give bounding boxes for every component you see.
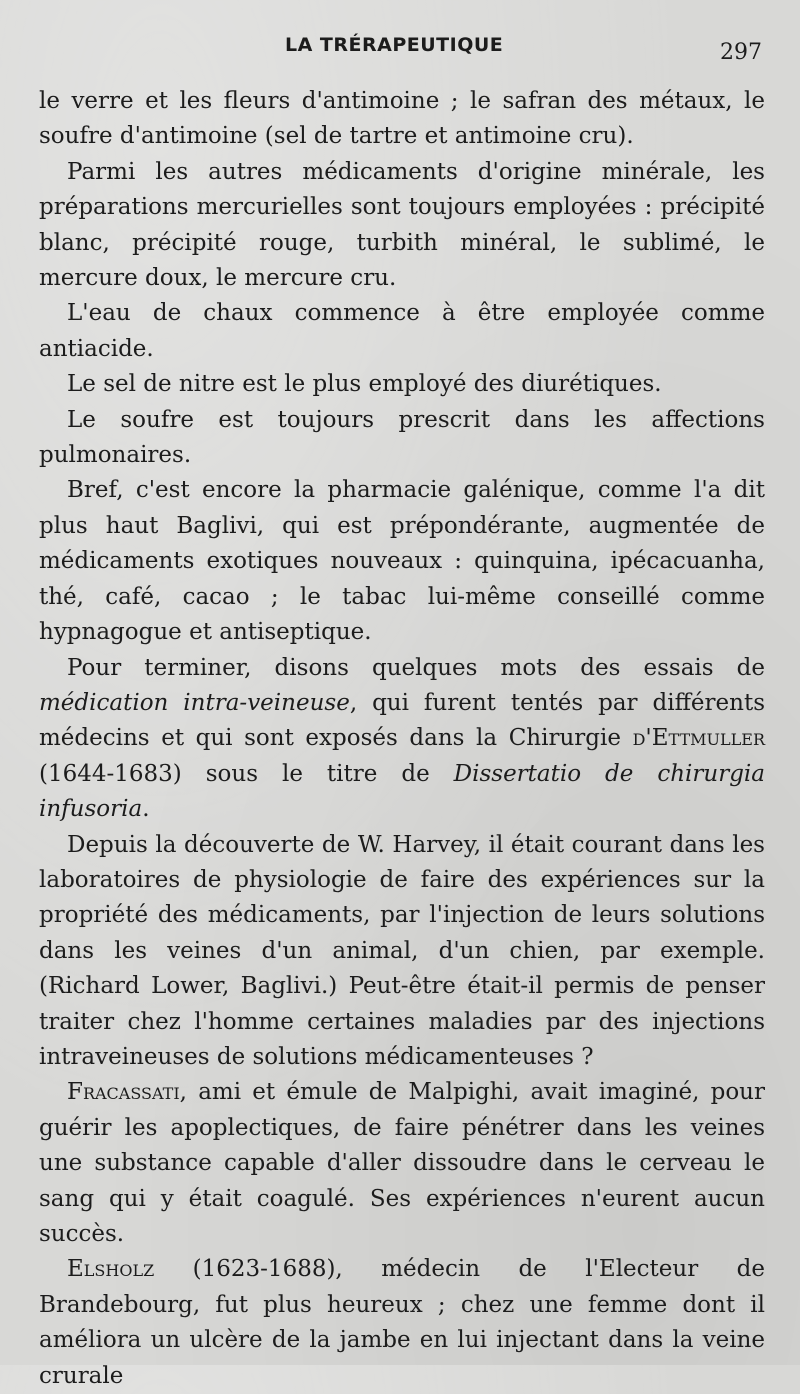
body-text: [39, 84, 765, 1394]
small-caps-name: Fracassati: [67, 1079, 180, 1106]
italic-text: Dissertatio de chirurgia infusoria: [39, 760, 766, 823]
paragraph: [39, 473, 765, 650]
text-run: Pour terminer, disons quelques mots des essais de: [67, 654, 765, 681]
text-run: , ami et émule de Malpighi, avait imaginé, pour guérir les apoplectiques, de faire pénétrer dans les veines une substance capable d'aller dissoudre dans le cerveau le sang qui y était coagulé. Ses expériences n'eurent aucun succès.: [39, 1079, 765, 1247]
running-title: LA TRÉRAPEUTIQUE: [285, 34, 504, 56]
paragraph: [39, 651, 765, 828]
text-run: L'eau de chaux commence à être employée comme antiacide.: [39, 300, 765, 362]
text-run: (1644-1683) sous le titre de: [39, 760, 454, 787]
italic-text: médication intra-veineuse: [39, 689, 350, 716]
paragraph: [39, 155, 765, 297]
paragraph: [39, 84, 765, 155]
text-run: (1623-1688), médecin de l'Electeur de Brandebourg, fut plus heureux ; chez une femme dont il améliora un ulcère de la jambe en lui injectant dans la veine crurale: [39, 1256, 765, 1389]
text-run: Le soufre est toujours prescrit dans les affections pulmonaires.: [39, 406, 765, 469]
text-run: , qui furent tentés par différents médecins et qui sont exposés dans la Chirurgie: [39, 689, 765, 752]
paragraph: [39, 403, 765, 474]
paragraph: [39, 828, 765, 1076]
text-run: Depuis la découverte de W. Harvey, il était courant dans les laboratoires de physiologie de faire des expériences sur la propriété des médicaments, par l'injection de leurs solutions dans les veines d'un animal, d'un chien, par exemple. (Richard Lower, Baglivi.) Peut-être était-il permis de penser traiter chez l'homme certaines maladies par des injections intraveineuses de solutions médicamenteuses ?: [39, 831, 765, 1070]
page-number: 297: [720, 40, 762, 65]
small-caps-name: d'Ettmuller: [632, 725, 765, 752]
small-caps-name: Elsholz: [67, 1256, 155, 1283]
paragraph: [39, 1075, 765, 1252]
text-run: Le sel de nitre est le plus employé des diurétiques.: [67, 371, 662, 398]
text-run: le verre et les fleurs d'antimoine ; le safran des métaux, le soufre d'antimoine (sel de tartre et antimoine cru).: [39, 88, 765, 150]
text-run: .: [142, 796, 150, 823]
paragraph: [39, 296, 765, 367]
text-run: Bref, c'est encore la pharmacie galénique, comme l'a dit plus haut Baglivi, qui est prépondérante, augmentée de médicaments exotiques nouveaux : quinquina, ipécacuanha, thé, café, cacao ; le tabac lui-même conseillé comme hypnagogue et antiseptique.: [39, 477, 765, 646]
text-run: Parmi les autres médicaments d'origine minérale, les préparations mercurielles sont toujours employées : précipité blanc, précipité rouge, turbith minéral, le sublimé, le mercure doux, le mercure cru.: [39, 158, 765, 292]
paragraph: [39, 367, 765, 402]
paragraph: [39, 1252, 765, 1394]
running-head: [0, 34, 800, 66]
